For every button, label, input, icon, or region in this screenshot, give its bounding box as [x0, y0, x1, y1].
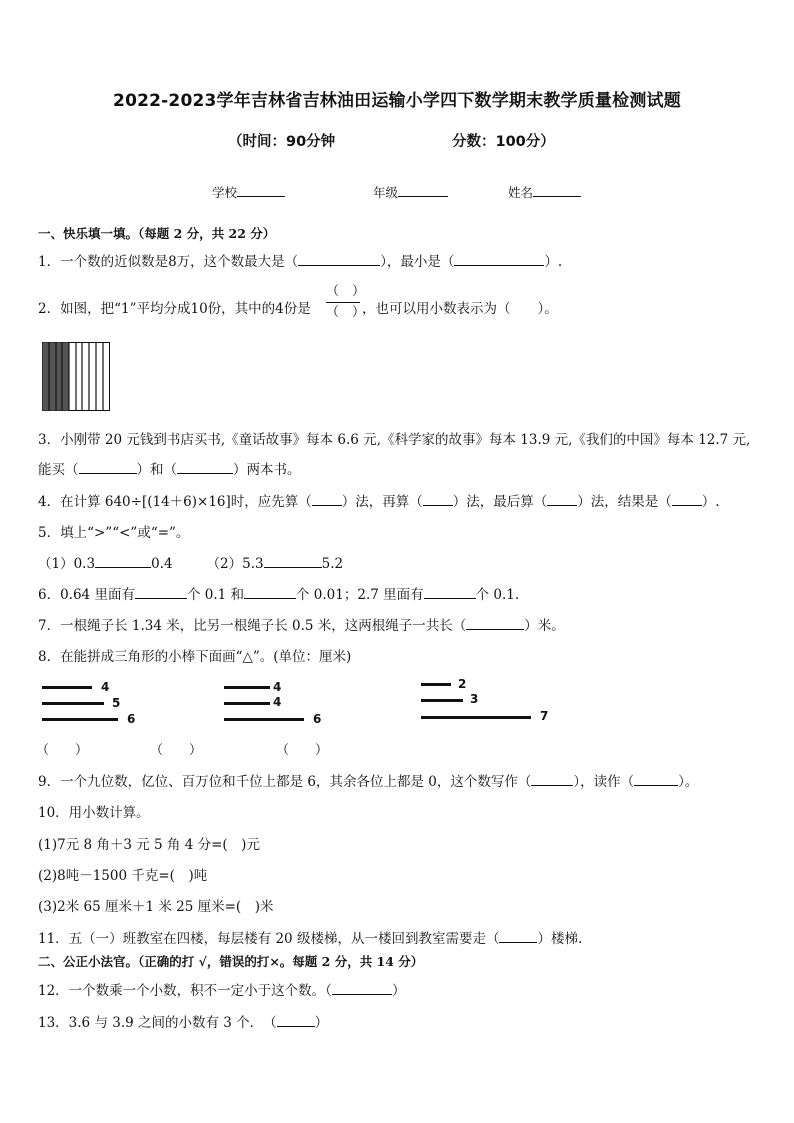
ten-strips-figure: [42, 342, 112, 412]
stick-4cm: [42, 686, 92, 689]
stick-label: 4: [101, 680, 110, 694]
stick-7cm: [421, 716, 531, 719]
question-12: 12．一个数乘一个小数，积不一定小于这个数。（ ）: [38, 983, 406, 999]
answer-paren-3: （ ）: [276, 743, 329, 758]
question-10-part-3: (3)2米 65 厘米＋1 米 25 厘米=( )米: [38, 899, 274, 915]
stick-5cm: [42, 702, 104, 705]
exam-score: 分数：100分）: [452, 134, 555, 150]
question-6: 6．0.64 里面有 个 0.1 和 个 0.01；2.7 里面有 个 0.1.: [38, 587, 520, 603]
question-11: 11．五（一）班教室在四楼，每层楼有 20 级楼梯，从一楼回到教室需要走（ ）楼梯.: [38, 931, 583, 947]
fraction-blank: （ ） （ ）: [326, 284, 366, 320]
name-label: 姓名: [508, 185, 534, 200]
question-9: 9．一个九位数，亿位、百万位和千位上都是 6，其余各位上都是 0，这个数写作（ ），读作（ ）。: [38, 774, 699, 790]
stick-label: 7: [540, 709, 549, 723]
question-7: 7．一根绳子长 1.34 米，比另一根绳子长 0.5 米，这两根绳子一共长（ ）米。: [38, 618, 565, 634]
question-10: 10．用小数计算。: [38, 805, 150, 821]
exam-time: （时间：90分钟: [228, 134, 336, 150]
question-3-line-2: 能买（ ）和（ ）两本书。: [38, 462, 301, 478]
question-2-text: 2．如图，把“1”平均分成10份，其中的4份是: [38, 301, 311, 317]
stick-label: 4: [273, 695, 282, 709]
grade-field: [373, 183, 448, 201]
question-13: 13．3.6 与 3.9 之间的小数有 3 个． （ ）: [38, 1015, 329, 1031]
school-label: 学校: [212, 185, 238, 200]
stick-label: 6: [313, 712, 322, 726]
stick-3cm: [421, 699, 463, 702]
question-10-part-2: (2)8吨－1500 千克=( )吨: [38, 868, 208, 884]
question-3-line-1: 3．小刚带 20 元钱到书店买书,《童话故事》每本 6.6 元,《科学家的故事》每本 13.9 元,《我们的中国》每本 12.7 元,: [38, 432, 751, 448]
question-2-text-end: ，也可以用小数表示为（ ）。: [362, 301, 558, 317]
answer-paren-2: （ ）: [150, 743, 203, 758]
grade-label: 年级: [373, 185, 399, 200]
stick-4cm: [224, 686, 270, 689]
question-5: 5．填上“>”“<”或“=”。: [38, 525, 190, 541]
question-10-part-1: (1)7元 8 角＋3 元 5 角 4 分=( )元: [38, 837, 260, 853]
question-4: 4．在计算 640÷[(14＋6)×16]时，应先算（ ）法，再算（ ）法，最后算（ ）法，结果是（ ）.: [38, 494, 720, 510]
section-1-heading: 一、快乐填一填。（每题 2 分，共 22 分）: [38, 226, 276, 241]
answer-paren-1: （ ）: [36, 743, 89, 758]
stick-label: 5: [112, 696, 121, 710]
stick-label: 2: [458, 677, 467, 691]
stick-6cm: [42, 718, 118, 721]
question-5-parts: （1）0.3 0.4 （2）5.3 5.2: [38, 556, 344, 572]
stick-4cm: [224, 702, 270, 705]
name-field: [508, 183, 581, 201]
school-field: [212, 183, 285, 201]
stick-label: 4: [273, 680, 282, 694]
question-1: 1．一个数的近似数是8万，这个数最大是（ ），最小是（ ）.: [38, 254, 563, 270]
stick-6cm: [224, 718, 304, 721]
stick-label: 3: [470, 692, 479, 706]
stick-2cm: [421, 683, 451, 686]
section-2-heading: 二、公正小法官。（正确的打 √，错误的打×。每题 2 分，共 14 分）: [38, 954, 424, 969]
stick-label: 6: [127, 712, 136, 726]
question-8: 8．在能拼成三角形的小棒下面画“△”。(单位：厘米): [38, 649, 352, 665]
page-title: 2022-2023学年吉林省吉林油田运输小学四下数学期末教学质量检测试题: [113, 91, 681, 111]
